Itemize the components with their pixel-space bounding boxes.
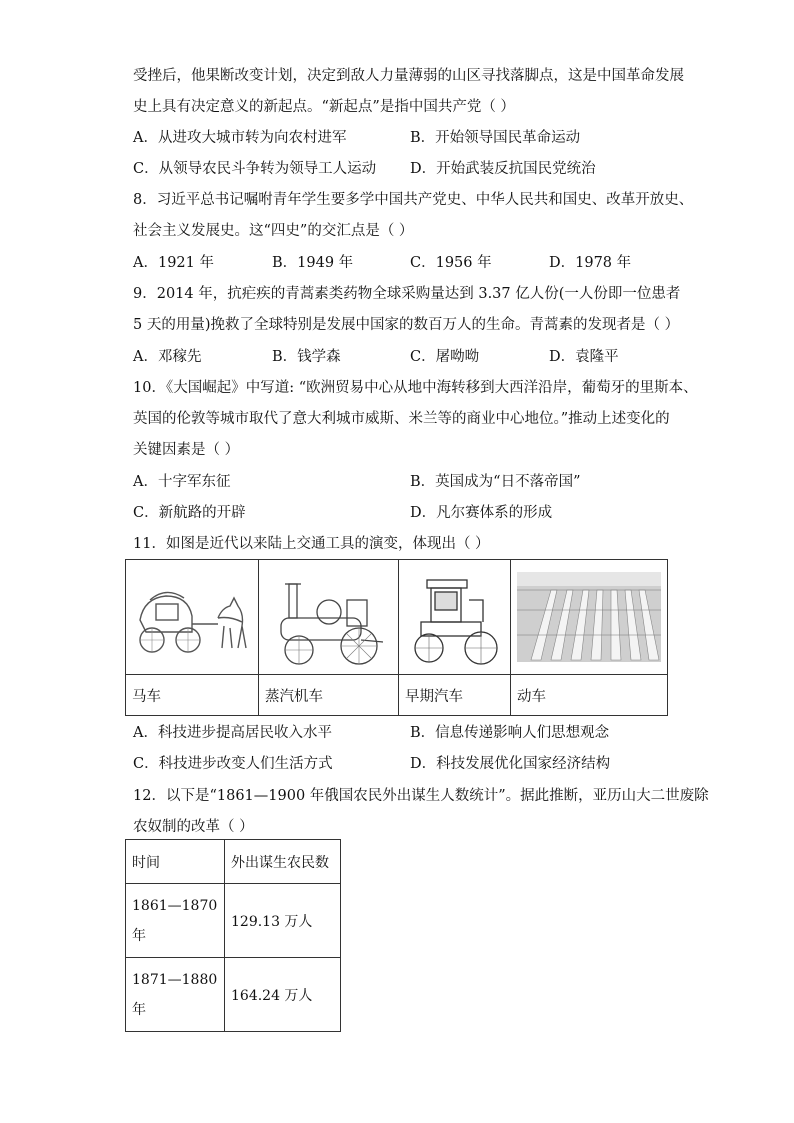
peasant-count-cell: 129.13 万人 [225, 884, 341, 958]
q9-stem-line-1: 9．2014 年，抗疟疾的青蒿素类药物全球采购量达到 3.37 亿人份(一人份即一位患者 [133, 286, 681, 302]
q11-option-b[interactable]: B．信息传递影响人们思想观念 [410, 725, 610, 741]
q7-option-c[interactable]: C．从领导农民斗争转为领导工人运动 [133, 161, 377, 177]
peasant-count-cell: 164.24 万人 [225, 958, 341, 1032]
period-unit: 年 [132, 1001, 146, 1018]
q12-stem-line-2: 农奴制的改革（ ） [133, 819, 254, 835]
q7-stem-line-1: 受挫后，他果断改变计划，决定到敌人力量薄弱的山区寻找落脚点，这是中国革命发展 [133, 68, 684, 84]
q11-stem: 11．如图是近代以来陆上交通工具的演变，体现出（ ） [133, 536, 490, 552]
q10-option-a[interactable]: A．十字军东征 [133, 474, 231, 490]
q9-stem-line-2: 5 天的用量)挽救了全球特别是发展中国家的数百万人的生命。青蒿素的发现者是（ ） [133, 317, 680, 333]
horse-carriage-image [126, 560, 258, 674]
period-unit: 年 [132, 927, 146, 944]
q8-option-c[interactable]: C．1956 年 [410, 255, 492, 271]
header-period: 时间 [126, 840, 225, 884]
high-speed-train-image [511, 560, 667, 674]
carriage-image-cell [126, 560, 259, 675]
q9-option-b[interactable]: B．钱学森 [272, 349, 341, 365]
steam-engine-image-cell [259, 560, 399, 675]
q10-option-c[interactable]: C．新航路的开辟 [133, 505, 246, 521]
early-car-image-cell [399, 560, 511, 675]
q8-option-a[interactable]: A．1921 年 [133, 255, 214, 271]
q10-stem-line-2: 英国的伦敦等城市取代了意大利城市威斯、米兰等的商业中心地位。”推动上述变化的 [133, 411, 670, 427]
period-years: 1871—1880 [132, 971, 218, 988]
caption-steam-engine: 蒸汽机车 [259, 675, 399, 716]
period-cell [126, 958, 225, 1032]
q7-stem-line-2: 史上具有决定意义的新起点。“新起点”是指中国共产党（ ） [133, 99, 515, 115]
q9-option-c[interactable]: C．屠呦呦 [410, 349, 480, 365]
q7-option-b[interactable]: B．开始领导国民革命运动 [410, 130, 581, 146]
transport-image-table [125, 559, 668, 716]
table-row [126, 958, 341, 1032]
steam-locomotive-image [259, 560, 398, 674]
caption-bullet-train: 动车 [511, 675, 668, 716]
q8-option-d[interactable]: D．1978 年 [549, 255, 632, 271]
header-peasant-count: 外出谋生农民数 [225, 840, 341, 884]
q10-option-d[interactable]: D．凡尔赛体系的形成 [410, 505, 553, 521]
period-years: 1861—1870 [132, 897, 218, 914]
q10-stem-line-1: 10．《大国崛起》中写道: “欧洲贸易中心从地中海转移到大西洋沿岸，葡萄牙的里斯本、 [133, 380, 698, 396]
caption-early-car: 早期汽车 [399, 675, 511, 716]
early-automobile-image [399, 560, 510, 674]
q10-option-b[interactable]: B．英国成为“日不落帝国” [410, 474, 581, 490]
q7-option-a[interactable]: A．从进攻大城市转为向农村进军 [133, 130, 347, 146]
caption-carriage: 马车 [126, 675, 259, 716]
q12-stem-line-1: 12．以下是“1861—1900 年俄国农民外出谋生人数统计”。据此推断，亚历山大二世废除 [133, 788, 709, 804]
table-row [126, 884, 341, 958]
q8-option-b[interactable]: B．1949 年 [272, 255, 354, 271]
q11-option-d[interactable]: D．科技发展优化国家经济结构 [410, 756, 611, 772]
q7-option-d[interactable]: D．开始武装反抗国民党统治 [410, 161, 596, 177]
q8-stem-line-1: 8．习近平总书记嘱咐青年学生要多学中国共产党史、中华人民共和国史、改革开放史、 [133, 192, 694, 208]
period-cell [126, 884, 225, 958]
q10-stem-line-3: 关键因素是（ ） [133, 442, 240, 458]
peasant-statistics-table [125, 839, 341, 1032]
q9-option-a[interactable]: A．邓稼先 [133, 349, 202, 365]
q9-option-d[interactable]: D．袁隆平 [549, 349, 619, 365]
q8-stem-line-2: 社会主义发展史。这“四史”的交汇点是（ ） [133, 223, 414, 239]
q11-option-c[interactable]: C．科技进步改变人们生活方式 [133, 756, 333, 772]
bullet-train-image-cell [511, 560, 668, 675]
q11-option-a[interactable]: A．科技进步提高居民收入水平 [133, 725, 332, 741]
